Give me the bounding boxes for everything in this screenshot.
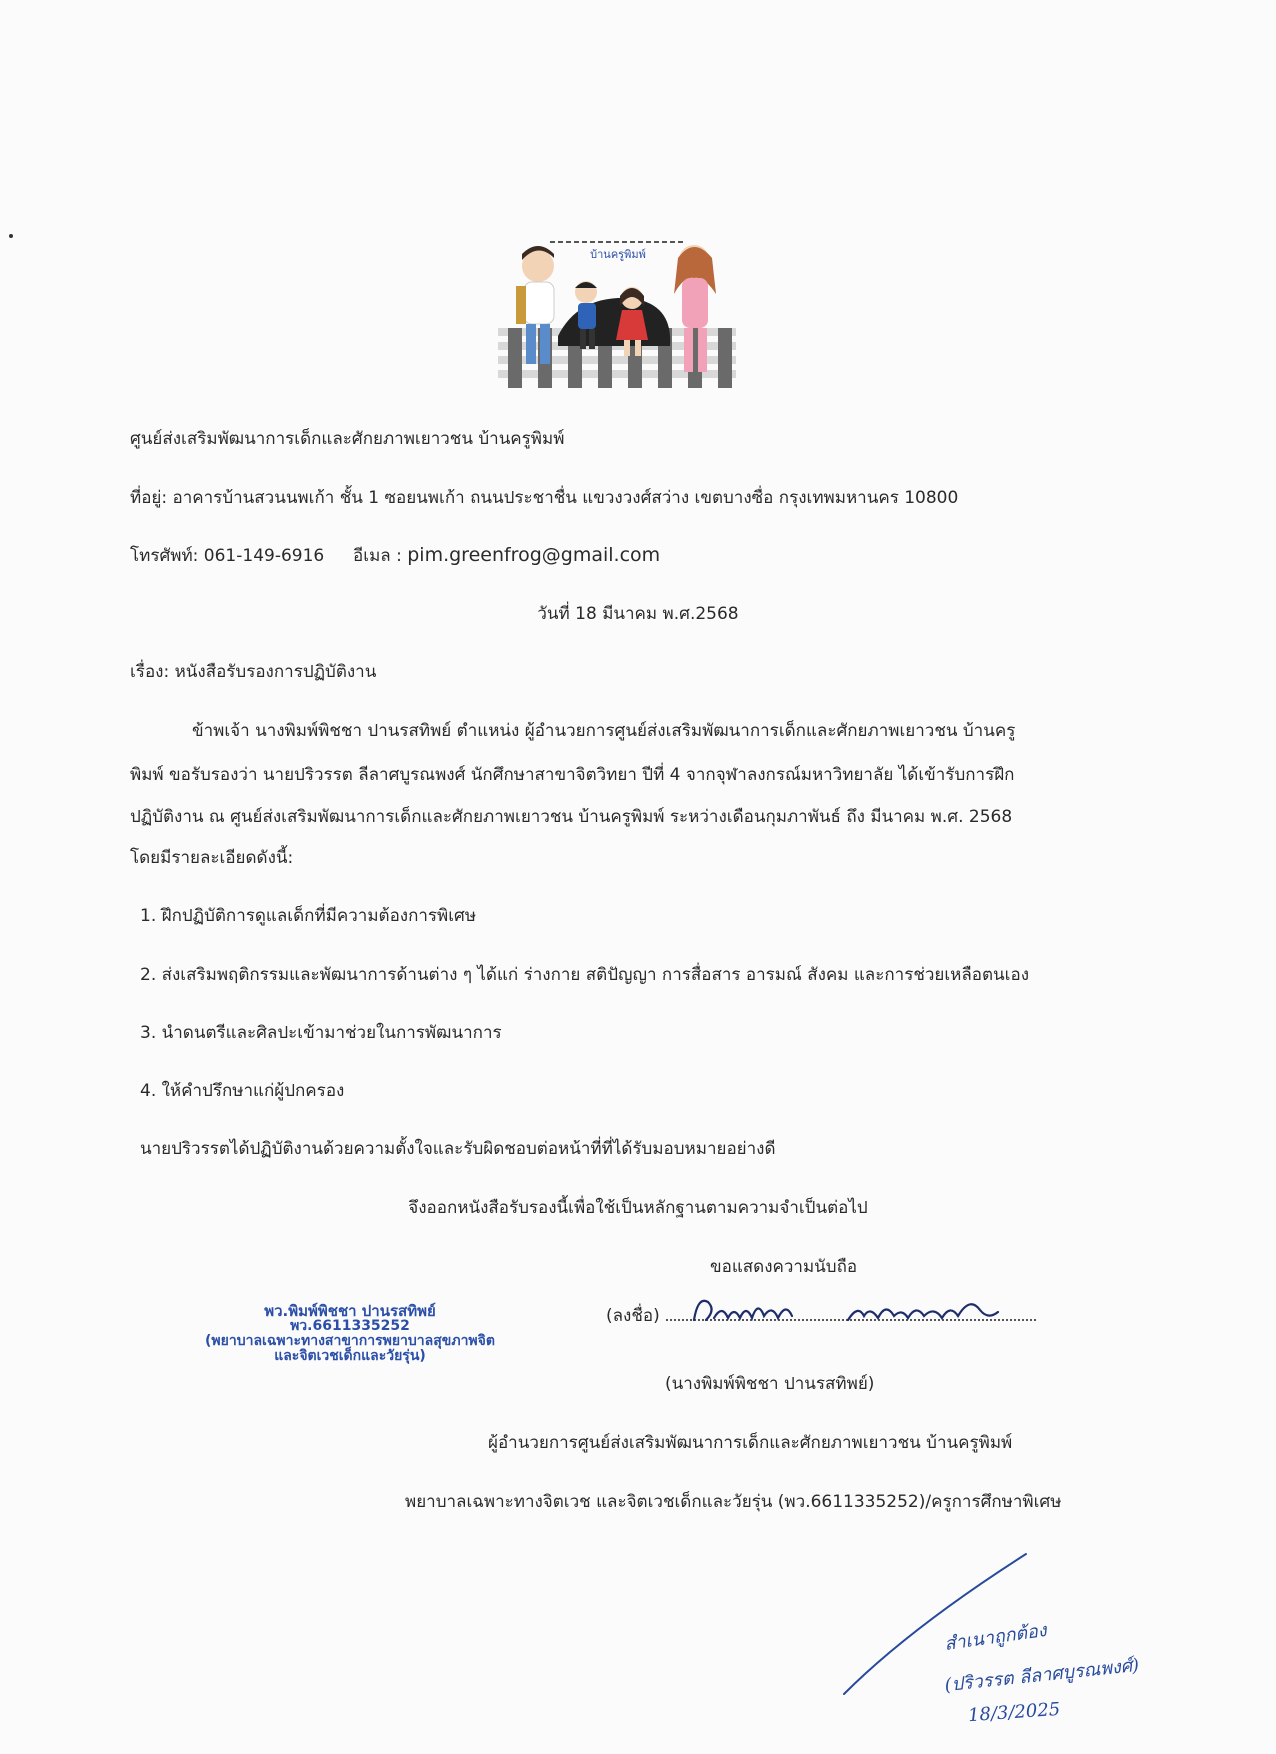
duty-item-3: 3. นำดนตรีและศิลปะเข้ามาช่วยในการพัฒนาการ <box>140 1023 502 1043</box>
position-title-2: พยาบาลเฉพาะทางจิตเวช และจิตเวชเด็กและวัยรุ่น (พว.6611335252)/ครูการศึกษาพิเศษ <box>405 1492 1062 1512</box>
stamp-line-1: พว.พิมพ์พิชชา ปานรสทิพย์ <box>264 1302 436 1320</box>
logo-caption: บ้านครูพิมพ์ <box>590 248 646 261</box>
closing-statement: จึงออกหนังสือรับรองนี้เพื่อใช้เป็นหลักฐานตามความจำเป็นต่อไป <box>408 1198 868 1218</box>
phone-number: โทรศัพท์: 061-149-6916 <box>130 546 325 566</box>
position-title-1: ผู้อำนวยการศูนย์ส่งเสริมพัฒนาการเด็กและศักยภาพเยาวชน บ้านครูพิมพ์ <box>488 1433 1013 1453</box>
sign-label: (ลงชื่อ) <box>606 1306 660 1326</box>
handnote-line-2: (ปริวรรต ลีลาศบูรณพงศ์) <box>943 1654 1141 1697</box>
regards-text: ขอแสดงความนับถือ <box>710 1257 858 1277</box>
duty-item-2: 2. ส่งเสริมพฤติกรรมและพัฒนาการด้านต่าง ๆ ได้แก่ ร่างกาย สติปัญญา การสื่อสาร อารมณ์ สังคม และการช่วยเหลือตนเอง <box>140 965 1029 985</box>
printed-name: (นางพิมพ์พิชชา ปานรสทิพย์) <box>665 1374 875 1394</box>
official-stamp <box>170 1304 530 1364</box>
summary-statement: นายปริวรรตได้ปฏิบัติงานด้วยความตั้งใจและรับผิดชอบต่อหน้าที่ที่ได้รับมอบหมายอย่างดี <box>140 1139 776 1159</box>
body-paragraph-line-2: พิมพ์ ขอรับรองว่า นายปริวรรต ลีลาศบูรณพงศ์ นักศึกษาสาขาจิตวิทยา ปีที่ 4 จากจุฬาลงกรณ์มหาวิทยาลัย ได้เข้ารับการฝึก <box>130 765 1015 785</box>
body-paragraph-line-4: โดยมีรายละเอียดดังนี้: <box>130 848 294 868</box>
email-label: อีเมล : <box>353 546 402 566</box>
stamp-line-3: (พยาบาลเฉพาะทางสาขาการพยาบาลสุขภาพจิต <box>205 1333 495 1349</box>
body-paragraph-line-1: ข้าพเจ้า นางพิมพ์พิชชา ปานรสทิพย์ ตำแหน่ง ผู้อำนวยการศูนย์ส่งเสริมพัฒนาการเด็กและศักยภาพเยาวชน บ้านครู <box>192 721 1016 741</box>
handnote-line-3: 18/3/2025 <box>967 1698 1061 1727</box>
handnote-line-1: สำเนาถูกต้อง <box>943 1619 1048 1656</box>
organization-name: ศูนย์ส่งเสริมพัฒนาการเด็กและศักยภาพเยาวชน บ้านครูพิมพ์ <box>130 429 565 449</box>
letter-date: วันที่ 18 มีนาคม พ.ศ.2568 <box>537 604 739 624</box>
organization-logo <box>498 236 736 392</box>
duty-item-4: 4. ให้คำปรึกษาแก่ผู้ปกครอง <box>140 1081 345 1101</box>
contact-line <box>130 542 660 569</box>
email-address: pim.greenfrog@gmail.com <box>407 544 661 566</box>
stamp-line-2: พว.6611335252 <box>290 1318 410 1334</box>
scan-speck <box>9 234 13 238</box>
duty-item-1: 1. ฝึกปฏิบัติการดูแลเด็กที่มีความต้องการพิเศษ <box>140 906 477 926</box>
handwritten-signature <box>688 1290 1048 1338</box>
organization-address: ที่อยู่: อาคารบ้านสวนนพเก้า ชั้น 1 ซอยนพเก้า ถนนประชาชื่น แขวงวงศ์สว่าง เขตบางซื่อ กรุงเทพมหานคร 10800 <box>130 488 959 508</box>
letter-subject: เรื่อง: หนังสือรับรองการปฏิบัติงาน <box>130 662 377 682</box>
body-paragraph-line-3: ปฏิบัติงาน ณ ศูนย์ส่งเสริมพัฒนาการเด็กและศักยภาพเยาวชน บ้านครูพิมพ์ ระหว่างเดือนกุมภาพันธ์ ถึง มีนาคม พ.ศ. 2568 <box>130 807 1013 827</box>
stamp-line-4: และจิตเวชเด็กและวัยรุ่น) <box>274 1348 426 1364</box>
